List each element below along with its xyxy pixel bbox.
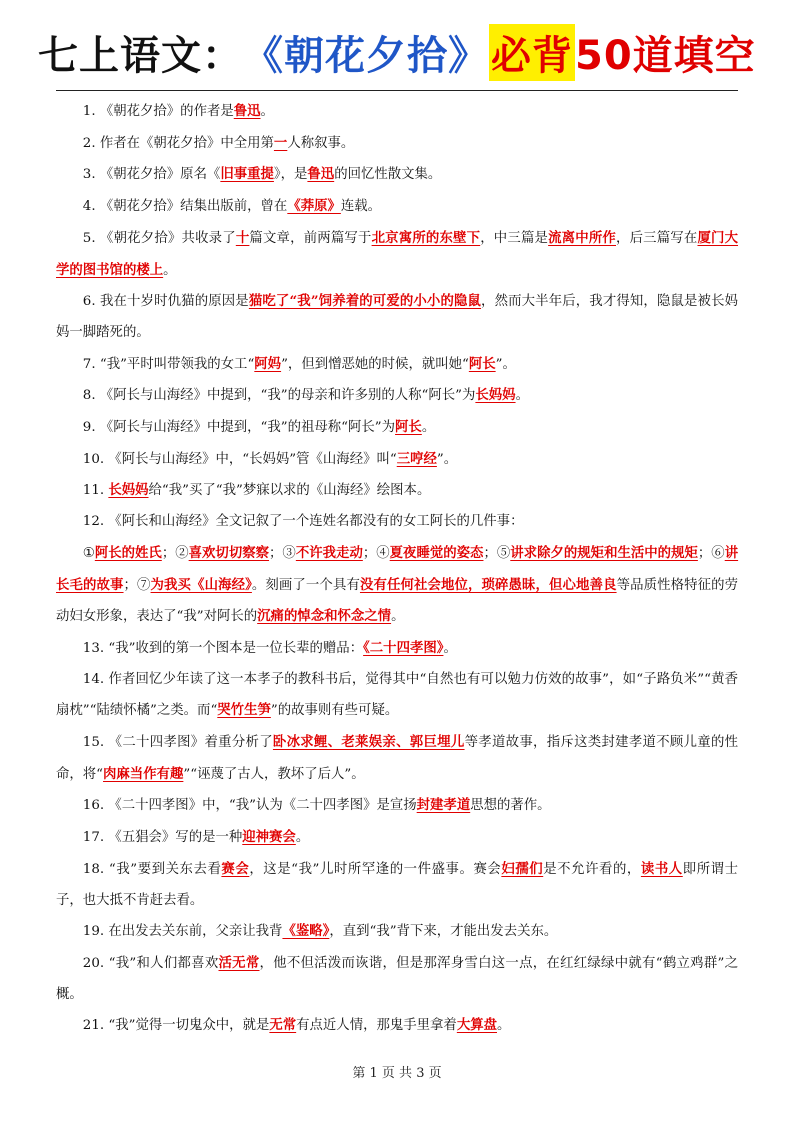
question-text: ；⑦ [123,577,151,593]
question-text: 我在十岁时仇猫的原因是 [99,294,249,310]
question-text: 连载。 [340,199,382,215]
question-text: ；④ [362,545,390,561]
answer-text: 一 [273,134,288,151]
question-text: ；③ [269,545,296,561]
answer-text: 猫吃了“我”饲养着的可爱的小小的隐鼠 [248,293,482,310]
answer-text: 读书人 [640,860,683,877]
item-number: 10. [82,451,105,467]
fill-blank-item [56,916,738,948]
question-text: 《五猖会》写的是一种 [108,830,243,846]
question-text: 即所谓士子，也大抵不肯赶去看。 [56,861,738,908]
question-text: “我”收到的第一个图本是一位长辈的赠品： [108,640,364,656]
answer-text: 讲长毛的故事 [56,544,739,593]
answer-text: 夏夜睡觉的姿态 [389,544,484,561]
question-text: 。 [260,104,274,119]
question-text: ① [82,545,95,561]
question-text: ，中三篇是 [480,230,549,246]
question-text: 。 [295,830,310,846]
item-number: 11. [82,483,105,499]
page-footer: 第 1 页 共 3 页 [352,1066,442,1081]
question-text: ”“诬蔑了古人，教坏了后人”。 [183,766,365,782]
item-number: 19. [82,924,105,940]
title-highlight: 必背 [489,24,575,81]
item-number: 7. [82,356,96,372]
item-number: 17. [82,830,105,846]
question-text: 。 [443,640,457,656]
answer-text: 厦门大学的图书馆的楼上 [56,229,739,278]
answer-text: 大算盘 [456,1017,497,1034]
answer-text: 迎神赛会 [242,829,296,846]
item-number: 4. [82,199,96,215]
question-text: ，这是“我”儿时所罕逢的一件盛事。赛会 [249,861,502,877]
item-number: 9. [82,420,96,436]
answer-text: 十 [235,229,250,246]
item-number: 20. [82,955,105,971]
question-text: “我”和人们都喜欢 [108,955,219,971]
question-text: “我”要到关东去看 [108,861,222,877]
question-text: 《二十四孝图》中，“我”认为《二十四孝图》是宣扬 [108,798,417,814]
question-text: 。刻画了一个具有 [251,577,360,593]
question-text: 等品质性格特征的劳动妇女形象，表达了“我”对阿长的 [56,577,739,625]
fill-blank-item [56,1010,738,1042]
item-number: 8. [82,388,96,404]
question-text: 《二十四孝图》着重分析了 [108,735,273,751]
item-number: 18. [82,861,105,877]
question-text: “我”平时叫带领我的女工“ [99,356,255,372]
answer-text: 没有任何社会地位，琐碎愚昧，但心地善良 [359,576,617,593]
fill-blank-item [56,96,738,128]
question-text: 。 [497,1018,511,1034]
question-text: ；⑥ [697,545,725,561]
fill-blank-item [56,822,738,854]
answer-text: 讲求除夕的规矩和生活中的规矩 [510,544,698,561]
question-text: 作者回忆少年读了这一本孝子的教科书后，觉得其中“自然也有可以勉力仿效的故事”，如“子路负米”“黄香扇枕”“陆绩怀橘”之类。而“ [56,671,738,719]
question-text: 。 [391,609,405,625]
answer-text: 长妈妈 [108,482,149,499]
question-text: 《阿长与山海经》中，“长妈妈”管《山海经》叫“ [108,451,397,467]
title-count: 50道填空 [575,32,756,79]
answer-text: 北京寓所的东壁下 [371,229,481,246]
answer-text: 《二十四孝图》 [363,639,444,656]
question-text: 有点近人情，那鬼手里拿着 [296,1018,457,1034]
title-book: 《朝花夕拾》 [243,32,489,79]
answer-text: 为我买《山海经》 [150,576,252,593]
question-text: 《阿长与山海经》中提到，“我”的祖母称“阿长”为 [99,420,396,436]
question-text: 人称叙事。 [287,135,355,151]
fill-blank-item [56,444,738,476]
answer-text: 流离中所作 [548,229,616,246]
fill-blank-item [56,633,738,665]
question-text: 。 [515,388,529,404]
item-number: 21. [82,1018,105,1034]
answer-text: 旧事重提 [220,166,274,183]
item-number: 1. [82,104,96,119]
question-text: 《朝花夕拾》的作者是 [99,104,234,119]
question-text: 。 [421,420,436,436]
question-text: ”，但到憎恶她的时候，就叫她“ [281,356,469,372]
answer-text: 无常 [269,1017,297,1034]
answer-text: 三哼经 [396,450,437,467]
question-text: 思想的著作。 [470,798,551,814]
question-text: 《朝花夕拾》结集出版前，曾在 [99,199,288,215]
question-text: 《朝花夕拾》共收录了 [100,230,236,246]
fill-blank-item [56,286,738,348]
answer-text: 喜欢切切察察 [188,544,270,561]
fill-blank-item [56,665,738,727]
item-number: 3. [82,167,96,183]
answer-text: 阿长 [468,355,496,372]
question-text: ；⑤ [483,545,511,561]
answer-text: 肉麻当作有趣 [103,765,184,782]
fill-blank-item [56,223,738,286]
item-number: 6. [82,294,96,310]
fill-blank-item [56,412,738,444]
question-text: 篇文章，前两篇写于 [249,230,372,246]
fill-blank-item [56,948,738,1010]
answer-text: 不许我走动 [295,544,363,561]
fill-blank-item [56,128,738,160]
question-text: ，直到“我”背下来，才能出发去关东。 [329,924,558,940]
fill-blank-item [56,854,738,916]
page-title [38,22,756,82]
fill-blank-item [56,349,738,381]
question-text: 作者在《朝花夕拾》中全用第 [99,135,274,151]
answer-text: 活无常 [218,954,260,971]
answer-text: 《鉴略》 [282,923,330,940]
answer-text: 沉痛的悼念和怀念之情 [257,608,392,625]
question-text: ，后三篇写在 [616,230,698,246]
title-grade-subject: 七上语文： [38,32,243,79]
answer-text: 鲁迅 [307,166,335,183]
fill-blank-item [56,727,738,790]
question-text: 等孝道故事，指斥这类封建孝道不顾儿童的性命，将“ [56,735,739,782]
question-text: 《阿长与山海经》中提到，“我”的母亲和许多别的人称“阿长”为 [99,388,476,404]
question-text: 。 [163,262,177,278]
fill-blank-item [56,538,738,633]
fill-blank-item [56,191,738,223]
item-number: 14. [82,671,105,687]
question-text: ，他不但活泼而诙谐，但是那浑身雪白这一点，在红红绿绿中就有“鹤立鸡群”之概。 [56,955,738,1002]
answer-text: 赛会 [221,860,250,877]
fill-blank-item [56,380,738,412]
question-text: “我”觉得一切鬼众中，就是 [108,1018,270,1034]
question-text: ；② [161,545,189,561]
answer-text: 妇孺们 [501,860,544,877]
answer-text: 卧冰求鲤、老莱娱亲、郭巨埋儿 [272,734,465,751]
question-text: 》，是 [273,167,308,183]
question-text: ”的故事则有些可疑。 [270,703,399,719]
item-number: 13. [82,640,105,656]
item-number: 12. [82,514,105,530]
question-text: 《阿长和山海经》全文记叙了一个连姓名都没有的女工阿长的几件事： [108,514,524,530]
fill-blank-item [56,475,738,507]
answer-text: 阿长的姓氏 [94,544,162,561]
question-text: ，然而大半年后，我才得知，隐鼠是被长妈妈一脚踏死的。 [56,294,739,340]
question-text: 在出发去关东前，父亲让我背 [108,924,283,940]
answer-text: 阿长 [395,419,422,436]
answer-text: 《莽原》 [287,198,341,215]
item-number: 15. [82,735,105,751]
question-text: 《朝花夕拾》原名《 [99,167,221,183]
title-divider [56,90,738,91]
question-text: ”。 [495,356,516,372]
question-text: 是不允许看的， [543,861,641,877]
item-number: 16. [82,798,105,814]
fill-blank-item [56,159,738,191]
answer-text: 封建孝道 [416,797,471,814]
answer-text: 长妈妈 [475,387,516,404]
answer-text: 哭竹生笋 [217,702,271,719]
fill-blank-item [56,790,738,822]
item-number: 5. [82,230,96,246]
question-text: ”。 [436,451,458,467]
answer-text: 鲁迅 [233,103,261,119]
question-list [56,96,738,1042]
question-text: 给“我”买了“我”梦寐以求的《山海经》绘图本。 [148,483,431,499]
question-text: 的回忆性散文集。 [334,167,442,183]
item-number: 2. [82,135,96,151]
fill-blank-item [56,507,738,538]
answer-text: 阿妈 [254,355,282,372]
